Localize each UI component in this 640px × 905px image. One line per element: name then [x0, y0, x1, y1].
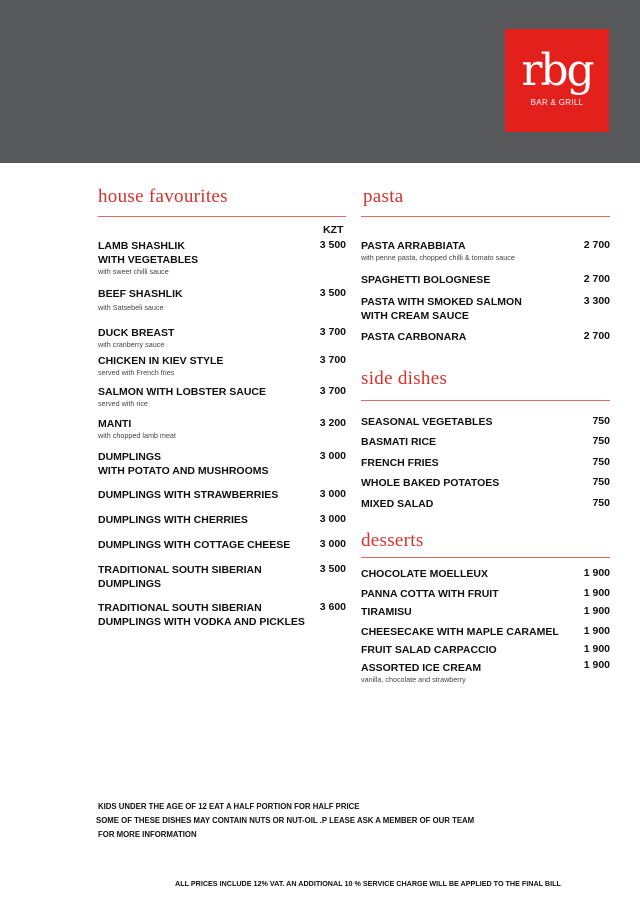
- item-price: 3 600: [319, 601, 346, 613]
- menu-item: [361, 567, 576, 581]
- item-name: MIXED SALAD: [361, 498, 434, 510]
- rbg-logo: [505, 29, 609, 132]
- item-price: 2 700: [583, 239, 610, 251]
- item-price: 3 500: [319, 287, 346, 299]
- item-name: PANNA COTTA WITH FRUIT: [361, 588, 499, 600]
- item-name: SEASONAL VEGETABLES: [361, 416, 493, 428]
- menu-item: [361, 605, 576, 619]
- item-name: FRENCH FRIES: [361, 457, 439, 469]
- section-title-pasta: pasta: [363, 186, 404, 207]
- allergy-note-continued: FOR MORE INFORMATION: [98, 830, 197, 839]
- menu-item: [361, 415, 571, 429]
- item-price: 750: [592, 476, 610, 488]
- menu-item: [361, 476, 571, 490]
- menu-item: [98, 385, 308, 409]
- logo-subtitle: BAR & GRILL: [530, 98, 584, 107]
- item-name: MANTI: [98, 418, 132, 430]
- item-description: with Satsebeli sauce: [98, 303, 164, 312]
- menu-item: [98, 326, 308, 350]
- header-banner: [0, 0, 640, 163]
- menu-item: [98, 563, 308, 591]
- item-price: 750: [592, 435, 610, 447]
- item-name: PASTA WITH SMOKED SALMON WITH CREAM SAUCE: [361, 296, 522, 322]
- item-name: LAMB SHASHLIK WITH VEGETABLES: [98, 240, 199, 266]
- divider-pasta: [361, 216, 610, 217]
- item-price: 3 000: [319, 450, 346, 462]
- menu-item: [361, 239, 571, 263]
- menu-item: [98, 354, 308, 378]
- item-description: with chopped lamb meat: [98, 431, 176, 440]
- item-name: DUMPLINGS WITH CHERRIES: [98, 514, 248, 526]
- item-name: BEEF SHASHLIK: [98, 288, 183, 300]
- menu-item: [98, 601, 313, 629]
- kids-note: KIDS UNDER THE AGE OF 12 EAT A HALF PORTION FOR HALF PRICE: [98, 802, 360, 811]
- logo-wordmark: rbg: [521, 45, 593, 96]
- menu-item: [361, 625, 576, 639]
- menu-item: [361, 497, 571, 511]
- item-name: WHOLE BAKED POTATOES: [361, 477, 500, 489]
- menu-item: [98, 417, 308, 441]
- divider-house-favourites: [98, 216, 346, 217]
- currency-label: KZT: [323, 224, 344, 236]
- item-price: 750: [592, 415, 610, 427]
- allergy-note: SOME OF THESE DISHES MAY CONTAIN NUTS OR NUT-OIL .P LEASE ASK A MEMBER OF OUR TEAM: [96, 816, 475, 825]
- section-title-side-dishes: side dishes: [361, 368, 448, 389]
- item-name: TRADITIONAL SOUTH SIBERIAN DUMPLINGS WITH VODKA AND PICKLES: [98, 602, 305, 628]
- item-price: 2 700: [583, 330, 610, 342]
- section-title-house-favourites: house favourites: [98, 186, 228, 207]
- item-name: PASTA ARRABBIATA: [361, 240, 466, 252]
- item-name: FRUIT SALAD CARPACCIO: [361, 644, 497, 656]
- item-name: DUCK BREAST: [98, 327, 175, 339]
- item-price: 3 300: [583, 295, 610, 307]
- item-name: CHICKEN IN KIEV STYLE: [98, 355, 224, 367]
- item-description: with sweet chilli sauce: [98, 267, 169, 276]
- section-title-desserts: desserts: [361, 530, 424, 551]
- item-description: served with French fries: [98, 368, 175, 377]
- item-name: CHEESECAKE WITH MAPLE CARAMEL: [361, 626, 559, 638]
- item-price: 3 700: [319, 354, 346, 366]
- menu-item: [98, 287, 308, 313]
- item-description: with cranberry sauce: [98, 340, 165, 349]
- item-price: 3 000: [319, 513, 346, 525]
- menu-item: [361, 273, 571, 287]
- item-price: 750: [592, 497, 610, 509]
- item-name: SALMON WITH LOBSTER SAUCE: [98, 386, 266, 398]
- item-name: TRADITIONAL SOUTH SIBERIAN DUMPLINGS: [98, 564, 262, 590]
- item-price: 1 900: [583, 605, 610, 617]
- item-name: TIRAMISU: [361, 606, 412, 618]
- menu-item: [361, 587, 576, 601]
- item-name: DUMPLINGS WITH STRAWBERRIES: [98, 489, 279, 501]
- menu-item: [98, 450, 308, 478]
- item-price: 1 900: [583, 643, 610, 655]
- menu-item: [361, 435, 571, 449]
- vat-note: ALL PRICES INCLUDE 12% VAT. AN ADDITIONAL 10 % SERVICE CHARGE WILL BE APPLIED TO THE FINAL BILL: [175, 879, 561, 888]
- item-description: served with rice: [98, 399, 148, 408]
- item-price: 2 700: [583, 273, 610, 285]
- menu-item: [361, 661, 576, 685]
- menu-item: [98, 239, 308, 277]
- item-name: DUMPLINGS WITH COTTAGE CHEESE: [98, 539, 291, 551]
- item-name: DUMPLINGS WITH POTATO AND MUSHROOMS: [98, 451, 269, 477]
- item-price: 750: [592, 456, 610, 468]
- item-price: 3 000: [319, 488, 346, 500]
- item-description: with penne pasta, chopped chilli & tomato sauce: [361, 253, 515, 262]
- item-name: BASMATI RICE: [361, 436, 437, 448]
- divider-side-dishes: [361, 400, 610, 401]
- divider-desserts: [361, 557, 610, 558]
- menu-item: [361, 456, 571, 470]
- item-name: ASSORTED ICE CREAM: [361, 662, 482, 674]
- item-price: 3 500: [319, 563, 346, 575]
- item-price: 3 500: [319, 239, 346, 251]
- item-price: 1 900: [583, 587, 610, 599]
- menu-item: [98, 538, 308, 552]
- item-price: 3 700: [319, 385, 346, 397]
- item-price: 1 900: [583, 659, 610, 671]
- menu-item: [361, 330, 571, 344]
- item-name: SPAGHETTI BOLOGNESE: [361, 274, 491, 286]
- item-description: vanilla, chocolate and strawberry: [361, 675, 466, 684]
- menu-item: [98, 488, 308, 502]
- item-name: CHOCOLATE MOELLEUX: [361, 568, 488, 580]
- menu-item: [361, 643, 576, 657]
- menu-item: [361, 295, 571, 323]
- item-price: 3 000: [319, 538, 346, 550]
- item-price: 1 900: [583, 567, 610, 579]
- item-price: 3 200: [319, 417, 346, 429]
- item-price: 3 700: [319, 326, 346, 338]
- menu-item: [98, 513, 308, 527]
- item-name: PASTA CARBONARA: [361, 331, 467, 343]
- item-price: 1 900: [583, 625, 610, 637]
